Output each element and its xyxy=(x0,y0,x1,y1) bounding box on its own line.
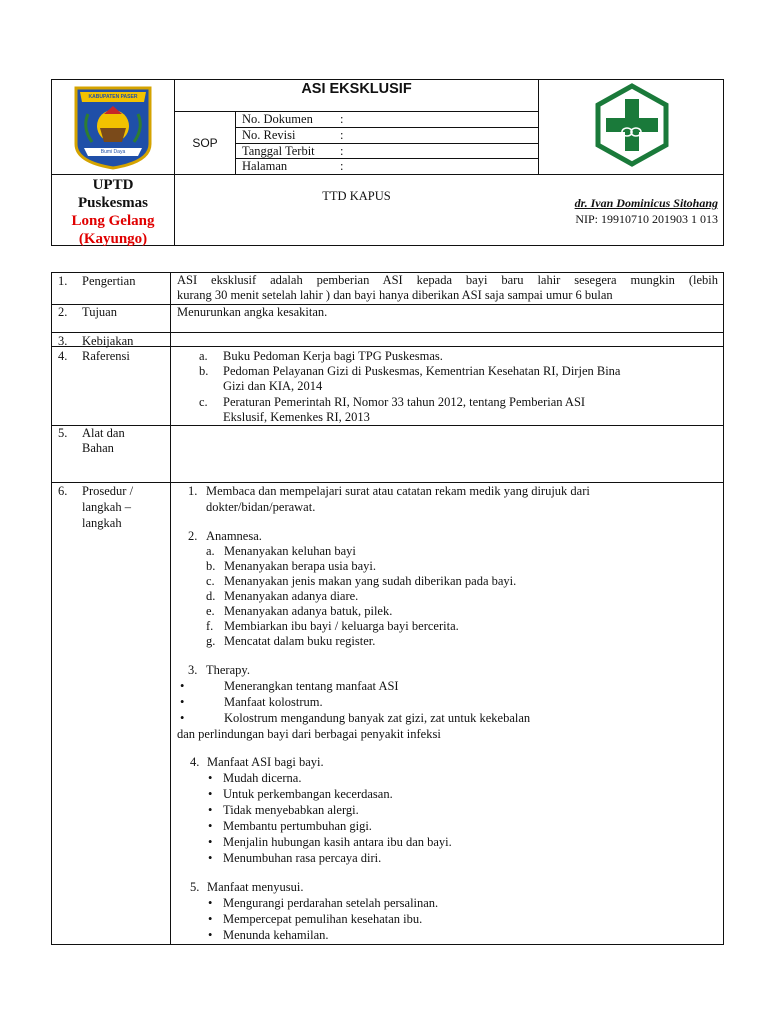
step-5-item: Mempercepat pemulihan kesehatan ibu. xyxy=(223,912,423,926)
bullet-icon: • xyxy=(180,679,185,693)
section-2-label: Tujuan xyxy=(82,305,117,319)
crest-motto: Bumi Daya xyxy=(100,149,126,155)
step-2-item-marker: c. xyxy=(206,574,215,588)
step-3-tail: dan perlindungan bayi dari berbagai penyakit infeksi xyxy=(177,727,441,741)
org-name-puskesmas: Puskesmas xyxy=(77,195,148,211)
bullet-icon: • xyxy=(180,695,185,709)
section-6-label-cont: langkah – xyxy=(82,500,131,514)
bullet-icon: • xyxy=(208,896,213,910)
signature-label: TTD KAPUS xyxy=(322,189,391,203)
section-2-text: Menurunkan angka kesakitan. xyxy=(177,305,328,319)
step-3-item: Menerangkan tentang manfaat ASI xyxy=(224,679,399,693)
section-2-number: 2. xyxy=(58,305,68,319)
step-1-number: 1. xyxy=(188,484,198,498)
section-6-number: 6. xyxy=(58,484,68,498)
field-tanggal-terbit-sep: : xyxy=(340,144,344,158)
step-2-item: Menanyakan jenis makan yang sudah diberikan pada bayi. xyxy=(224,574,517,588)
step-5-item: Menunda kehamilan. xyxy=(223,928,329,942)
section-3-label: Kebijakan xyxy=(82,334,134,348)
step-3-number: 3. xyxy=(188,663,198,677)
step-3-item: Manfaat kolostrum. xyxy=(224,695,323,709)
section-1-label: Pengertian xyxy=(82,274,136,288)
bullet-icon: • xyxy=(180,711,185,725)
crest-top-lettering: KABUPATEN PASER xyxy=(88,94,138,100)
org-name-sublocation: (Kayungo) xyxy=(78,231,148,247)
regency-logo xyxy=(70,84,156,170)
step-2-item: Mencatat dalam buku register. xyxy=(224,634,376,648)
bullet-icon: • xyxy=(208,851,213,865)
bullet-icon: • xyxy=(208,771,213,785)
reference-c-marker: c. xyxy=(199,395,208,409)
step-1-text: Membaca dan mempelajari surat atau catatan rekam medik yang dirujuk dari xyxy=(206,484,590,498)
sop-label: SOP xyxy=(192,136,218,150)
step-2-title: Anamnesa. xyxy=(206,529,262,543)
step-3-item: Kolostrum mengandung banyak zat gizi, zat untuk kekebalan xyxy=(224,711,531,725)
doctor-name: dr. Ivan Dominicus Sitohang xyxy=(574,196,718,210)
section-6-label-cont: langkah xyxy=(82,516,122,530)
step-2-number: 2. xyxy=(188,529,198,543)
reference-a-marker: a. xyxy=(199,349,208,363)
puskesmas-cross-icon xyxy=(592,82,672,168)
section-6-label: Prosedur / xyxy=(82,484,134,498)
section-5-label-cont: Bahan xyxy=(82,441,114,455)
step-2-item-marker: e. xyxy=(206,604,215,618)
reference-b-marker: b. xyxy=(199,364,209,378)
section-1-line: kurang 30 menit setelah lahir ) dan bayi hanya diberikan ASI saja sampai umur 6 bulan xyxy=(177,288,613,302)
reference-b-text-cont: Gizi dan KIA, 2014 xyxy=(223,379,323,393)
step-5-number: 5. xyxy=(190,880,200,894)
step-2-item: Menanyakan adanya batuk, pilek. xyxy=(224,604,393,618)
step-2-item: Membiarkan ibu bayi / keluarga bayi bercerita. xyxy=(224,619,459,633)
step-2-item-marker: d. xyxy=(206,589,216,603)
bullet-icon: • xyxy=(208,819,213,833)
section-4-label: Raferensi xyxy=(82,349,130,363)
step-4-item: Untuk perkembangan kecerdasan. xyxy=(223,787,393,801)
section-5-label: Alat dan xyxy=(82,426,125,440)
field-halaman-label: Halaman xyxy=(242,159,288,173)
section-4-number: 4. xyxy=(58,349,68,363)
bullet-icon: • xyxy=(208,787,213,801)
step-2-item: Menanyakan berapa usia bayi. xyxy=(224,559,377,573)
field-no-dokumen-label: No. Dokumen xyxy=(242,112,313,126)
puskesmas-logo xyxy=(592,82,672,168)
bullet-icon: • xyxy=(208,803,213,817)
field-tanggal-terbit-label: Tanggal Terbit xyxy=(242,144,315,158)
step-2-item-marker: b. xyxy=(206,559,216,573)
step-4-item: Membantu pertumbuhan gigi. xyxy=(223,819,372,833)
step-4-item: Menumbuhan rasa percaya diri. xyxy=(223,851,382,865)
doctor-nip: NIP: 19910710 201903 1 013 xyxy=(575,212,718,226)
bullet-icon: • xyxy=(208,928,213,942)
step-4-number: 4. xyxy=(190,755,200,769)
section-1-text xyxy=(177,273,718,303)
org-name-uptd: UPTD xyxy=(92,177,134,193)
bullet-icon: • xyxy=(208,912,213,926)
field-no-revisi-label: No. Revisi xyxy=(242,128,296,142)
step-1-text-cont: dokter/bidan/perawat. xyxy=(206,500,316,514)
bullet-icon: • xyxy=(208,835,213,849)
reference-c-text-cont: Ekslusif, Kemenkes RI, 2013 xyxy=(223,410,370,424)
step-4-item: Tidak menyebabkan alergi. xyxy=(223,803,359,817)
reference-a-text: Buku Pedoman Kerja bagi TPG Puskesmas. xyxy=(223,349,443,363)
section-3-number: 3. xyxy=(58,334,68,348)
step-2-item: Menanyakan keluhan bayi xyxy=(224,544,356,558)
step-2-item-marker: g. xyxy=(206,634,216,648)
field-halaman-sep: : xyxy=(340,159,344,173)
step-2-item: Menanyakan adanya diare. xyxy=(224,589,359,603)
reference-b-text: Pedoman Pelayanan Gizi di Puskesmas, Kementrian Kesehatan RI, Dirjen Bina xyxy=(223,364,621,378)
org-name-location: Long Gelang xyxy=(71,213,155,229)
field-no-revisi-sep: : xyxy=(340,128,344,142)
step-2-item-marker: f. xyxy=(206,619,214,633)
section-1-line: ASI eksklusif adalah pemberian ASI kepada bayi baru lahir sesegera mungkin (lebih xyxy=(177,273,718,287)
step-2-item-marker: a. xyxy=(206,544,215,558)
step-3-title: Therapy. xyxy=(206,663,250,677)
reference-c-text: Peraturan Pemerintah RI, Nomor 33 tahun 2012, tentang Pemberian ASI xyxy=(223,395,586,409)
step-4-item: Menjalin hubungan kasih antara ibu dan bayi. xyxy=(223,835,452,849)
step-5-title: Manfaat menyusui. xyxy=(207,880,304,894)
step-4-title: Manfaat ASI bagi bayi. xyxy=(207,755,324,769)
document-title: ASI EKSKLUSIF xyxy=(301,81,412,97)
field-no-dokumen-sep: : xyxy=(340,112,344,126)
step-5-item: Mengurangi perdarahan setelah persalinan. xyxy=(223,896,439,910)
section-1-number: 1. xyxy=(58,274,68,288)
section-5-number: 5. xyxy=(58,426,68,440)
step-4-item: Mudah dicerna. xyxy=(223,771,302,785)
